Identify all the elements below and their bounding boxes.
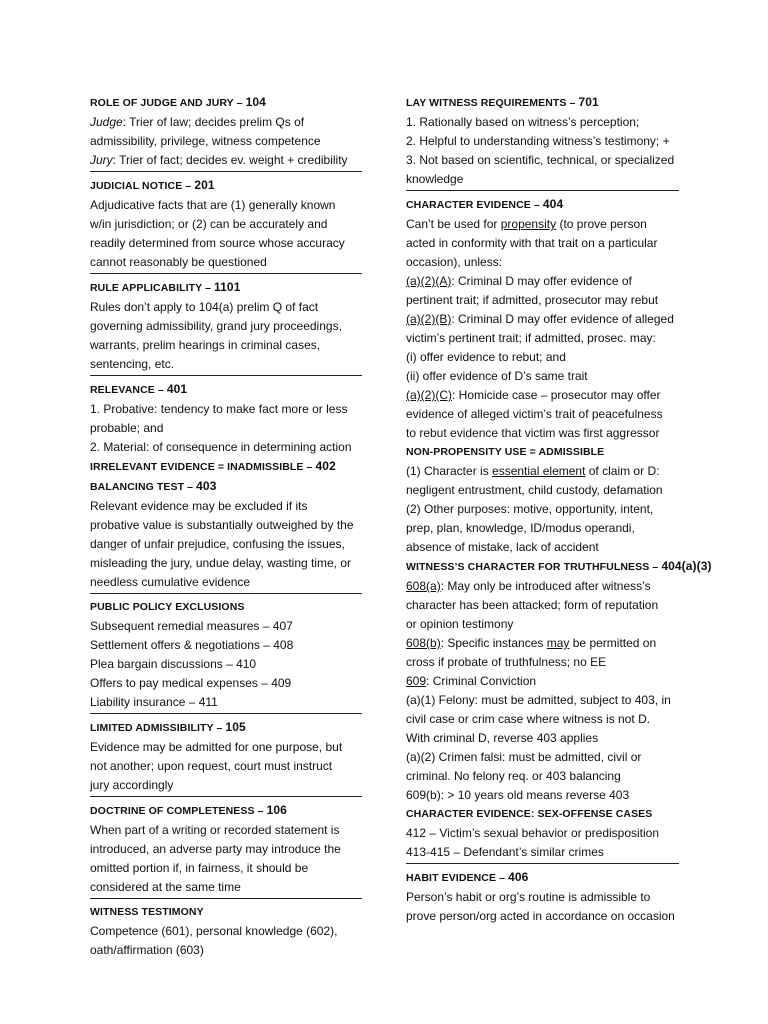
line-text: occasion), unless: xyxy=(406,255,503,269)
line-text: 1. Probative: tendency to make fact more or less xyxy=(90,402,348,416)
text-line xyxy=(90,438,362,457)
text-line xyxy=(90,151,362,170)
rule-number: 104 xyxy=(245,95,266,109)
right-column xyxy=(406,92,712,927)
line-text: 413-415 – Defendant’s similar crimes xyxy=(406,845,604,859)
text-line xyxy=(90,132,362,151)
section-heading xyxy=(406,195,679,215)
emphasis-term: may xyxy=(546,636,570,650)
text-line xyxy=(90,497,362,516)
text-line xyxy=(90,419,362,438)
emphasis-term: essential element xyxy=(492,464,586,478)
text-line xyxy=(90,674,362,693)
line-text: : Trier of law; decides prelim Qs of xyxy=(122,115,305,129)
emphasis-term: 608(b) xyxy=(406,636,441,650)
heading-title: IRRELEVANT EVIDENCE = INADMISSIBLE xyxy=(90,461,304,473)
outline-section xyxy=(90,379,362,594)
emphasis-term: (a)(2)(B) xyxy=(406,312,452,326)
line-text: Person’s habit or org’s routine is admissible to xyxy=(406,890,651,904)
line-text: : Criminal D may offer evidence of xyxy=(451,274,632,288)
text-line xyxy=(406,291,679,310)
text-line xyxy=(406,113,679,132)
heading-title: RULE APPLICABILITY xyxy=(90,282,203,294)
line-text: pertinent trait; if admitted, prosecutor may rebut xyxy=(406,293,659,307)
heading-title: HABIT EVIDENCE xyxy=(406,872,497,884)
line-text: When part of a writing or recorded statement is xyxy=(90,823,340,837)
line-text: (a)(2) Crimen falsi: must be admitted, civil or xyxy=(406,750,642,764)
text-line xyxy=(406,538,679,557)
heading-separator: – xyxy=(649,561,662,573)
outline-section xyxy=(90,277,362,376)
text-line xyxy=(406,888,679,907)
heading-separator: – xyxy=(530,199,543,211)
subsection-heading xyxy=(406,443,679,462)
line-text: 3. Not based on scientific, technical, or specialized xyxy=(406,153,675,167)
text-line xyxy=(406,500,679,519)
outline-section xyxy=(90,902,362,961)
line-text: 2. Helpful to understanding witness’s testimony; + xyxy=(406,134,670,148)
line-text: Evidence may be admitted for one purpose, but xyxy=(90,740,343,754)
rule-number: 402 xyxy=(315,459,336,473)
section-heading xyxy=(406,93,679,113)
line-text: knowledge xyxy=(406,172,464,186)
line-text: w/in jurisdiction; or (2) can be accurately and xyxy=(90,217,328,231)
text-line xyxy=(406,234,679,253)
line-text: Settlement offers & negotiations – 408 xyxy=(90,638,294,652)
heading-title: LIMITED ADMISSIBILITY xyxy=(90,722,214,734)
heading-title: RELEVANCE xyxy=(90,384,155,396)
text-line xyxy=(406,596,679,615)
text-line xyxy=(406,215,679,234)
heading-title: CHARACTER EVIDENCE xyxy=(406,199,531,211)
outline-section xyxy=(90,800,362,899)
line-text: Subsequent remedial measures – 407 xyxy=(90,619,293,633)
line-text: sentencing, etc. xyxy=(90,357,175,371)
subsection-heading xyxy=(406,557,712,577)
line-text: introduced, an adverse party may introduce the xyxy=(90,842,341,856)
text-line xyxy=(406,634,679,653)
left-column xyxy=(90,92,362,961)
text-line xyxy=(406,481,679,500)
text-line xyxy=(90,738,362,757)
line-text: Rules don’t apply to 104(a) prelim Q of fact xyxy=(90,300,319,314)
text-line xyxy=(90,821,362,840)
emphasis-term: propensity xyxy=(500,217,557,231)
heading-title: BALANCING TEST xyxy=(90,481,185,493)
text-line xyxy=(90,535,362,554)
line-text: : Trier of fact; decides ev. weight + credibility xyxy=(112,153,348,167)
heading-separator: – xyxy=(233,97,246,109)
line-text: misleading the jury, undue delay, wasting time, or xyxy=(90,556,352,570)
line-text: needless cumulative evidence xyxy=(90,575,251,589)
line-text: (ii) offer evidence of D’s same trait xyxy=(406,369,588,383)
line-text: 2. Material: of consequence in determining action xyxy=(90,440,352,454)
text-line xyxy=(406,748,679,767)
text-line xyxy=(90,234,362,253)
line-text: jury accordingly xyxy=(90,778,174,792)
emphasis-term: (a)(2)(A) xyxy=(406,274,452,288)
heading-separator: – xyxy=(202,282,215,294)
text-line xyxy=(90,693,362,712)
section-heading xyxy=(90,801,362,821)
heading-title: JUDICIAL NOTICE xyxy=(90,180,183,192)
text-line xyxy=(90,355,362,374)
text-line xyxy=(90,317,362,336)
text-line xyxy=(406,272,679,291)
line-text: cross if probate of truthfulness; no EE xyxy=(406,655,607,669)
line-text: considered at the same time xyxy=(90,880,241,894)
line-text: Relevant evidence may be excluded if its xyxy=(90,499,308,513)
text-line xyxy=(406,729,679,748)
line-text: to rebut evidence that victim was first aggressor xyxy=(406,426,660,440)
outline-section xyxy=(90,717,362,797)
heading-separator: – xyxy=(213,722,226,734)
line-text: (i) offer evidence to rebut; and xyxy=(406,350,566,364)
emphasis-term: Judge xyxy=(90,115,123,129)
text-line xyxy=(90,196,362,215)
line-text: of claim or D: xyxy=(585,464,660,478)
line-text: prep, plan, knowledge, ID/modus operandi, xyxy=(406,521,635,535)
text-line xyxy=(90,336,362,355)
line-text: victim’s pertinent trait; if admitted, prosec. may: xyxy=(406,331,656,345)
text-line xyxy=(90,113,362,132)
line-text: 1. Rationally based on witness’s perception; xyxy=(406,115,640,129)
text-line xyxy=(406,653,679,672)
text-line xyxy=(406,710,679,729)
line-text: probable; and xyxy=(90,421,164,435)
line-text: Can’t be used for xyxy=(406,217,501,231)
heading-separator: – xyxy=(496,872,509,884)
line-text: be permitted on xyxy=(569,636,657,650)
heading-title: ROLE OF JUDGE AND JURY xyxy=(90,97,234,109)
text-line xyxy=(90,655,362,674)
rule-number: 701 xyxy=(578,95,599,109)
text-line xyxy=(406,672,679,691)
rule-number: 105 xyxy=(225,720,246,734)
heading-separator: – xyxy=(184,481,197,493)
line-text: Liability insurance – 411 xyxy=(90,695,218,709)
emphasis-term: Jury xyxy=(90,153,113,167)
line-text: evidence of alleged victim’s trait of peacefulness xyxy=(406,407,663,421)
text-line xyxy=(90,400,362,419)
text-line xyxy=(90,636,362,655)
rule-number: 201 xyxy=(194,178,215,192)
line-text: oath/affirmation (603) xyxy=(90,943,204,957)
text-line xyxy=(90,215,362,234)
text-line xyxy=(406,691,679,710)
heading-title: NON-PROPENSITY USE = ADMISSIBLE xyxy=(406,446,605,458)
line-text: probative value is substantially outweighed by the xyxy=(90,518,354,532)
line-text: prove person/org acted in accordance on occasion xyxy=(406,909,675,923)
line-text: criminal. No felony req. or 403 balancing xyxy=(406,769,621,783)
line-text: : May only be introduced after witness’s xyxy=(440,579,651,593)
line-text: With criminal D, reverse 403 applies xyxy=(406,731,599,745)
text-line xyxy=(90,878,362,897)
outline-section xyxy=(406,867,679,927)
text-line xyxy=(90,617,362,636)
line-text: acted in conformity with that trait on a particular xyxy=(406,236,658,250)
line-text: not another; upon request, court must instruct xyxy=(90,759,333,773)
text-line xyxy=(406,386,679,405)
rule-number: 404 xyxy=(542,197,564,211)
text-line xyxy=(90,941,362,960)
line-text: (1) Character is xyxy=(406,464,493,478)
section-heading xyxy=(90,718,362,738)
outline-section xyxy=(90,92,362,172)
line-text: 412 – Victim’s sexual behavior or predisposition xyxy=(406,826,660,840)
text-line xyxy=(90,298,362,317)
heading-title: DOCTRINE OF COMPLETENESS xyxy=(90,805,255,817)
line-text: character has been attacked; form of reputation xyxy=(406,598,659,612)
text-line xyxy=(406,367,679,386)
text-line xyxy=(406,348,679,367)
line-text: absence of mistake, lack of accident xyxy=(406,540,599,554)
line-text: : Criminal D may offer evidence of alleged xyxy=(451,312,674,326)
text-line xyxy=(90,776,362,795)
line-text: : Homicide case – prosecutor may offer xyxy=(452,388,661,402)
outline-section xyxy=(406,92,679,191)
text-line xyxy=(90,253,362,272)
section-heading xyxy=(90,278,362,298)
rule-number: 106 xyxy=(266,803,287,817)
section-heading xyxy=(90,93,362,113)
text-line xyxy=(90,922,362,941)
line-text: 609(b): > 10 years old means reverse 403 xyxy=(406,788,630,802)
line-text: warrants, prelim hearings in criminal cases, xyxy=(90,338,321,352)
emphasis-term: 609 xyxy=(406,674,427,688)
text-line xyxy=(406,462,679,481)
subsection-heading xyxy=(90,477,362,497)
line-text: Plea bargain discussions – 410 xyxy=(90,657,257,671)
line-text: cannot reasonably be questioned xyxy=(90,255,267,269)
text-line xyxy=(406,577,679,596)
text-line xyxy=(90,554,362,573)
line-text: negligent entrustment, child custody, defamation xyxy=(406,483,663,497)
line-text: Adjudicative facts that are (1) generally known xyxy=(90,198,336,212)
section-heading xyxy=(90,176,362,196)
outline-section xyxy=(90,597,362,714)
heading-title: CHARACTER EVIDENCE: SEX-OFFENSE CASES xyxy=(406,808,653,820)
emphasis-term: (a)(2)(C) xyxy=(406,388,452,402)
text-line xyxy=(406,151,679,170)
line-text: danger of unfair prejudice, confusing the issues, xyxy=(90,537,345,551)
line-text: or opinion testimony xyxy=(406,617,514,631)
text-line xyxy=(406,424,679,443)
rule-number: 403 xyxy=(196,479,217,493)
text-line xyxy=(406,907,679,926)
text-line xyxy=(406,767,679,786)
line-text: : Criminal Conviction xyxy=(426,674,537,688)
text-line xyxy=(406,405,679,424)
text-line xyxy=(90,840,362,859)
rule-number: 404(a)(3) xyxy=(661,559,712,573)
section-heading xyxy=(90,598,362,617)
text-line xyxy=(90,757,362,776)
heading-separator: – xyxy=(254,805,267,817)
text-line xyxy=(406,615,679,634)
heading-separator: – xyxy=(566,97,579,109)
heading-separator: – xyxy=(182,180,195,192)
text-line xyxy=(90,516,362,535)
text-line xyxy=(406,310,679,329)
heading-separator: – xyxy=(303,461,316,473)
line-text: civil case or crim case where witness is not D. xyxy=(406,712,651,726)
heading-title: WITNESS’S CHARACTER FOR TRUTHFULNESS xyxy=(406,561,650,573)
outline-section xyxy=(406,194,712,864)
line-text: (2) Other purposes: motive, opportunity, intent, xyxy=(406,502,654,516)
line-text: : Specific instances xyxy=(440,636,547,650)
line-text: (to prove person xyxy=(556,217,647,231)
emphasis-term: 608(a) xyxy=(406,579,441,593)
text-line xyxy=(406,824,679,843)
line-text: governing admissibility, grand jury proceedings, xyxy=(90,319,342,333)
heading-title: PUBLIC POLICY EXCLUSIONS xyxy=(90,601,245,613)
text-line xyxy=(406,132,679,151)
heading-separator: – xyxy=(154,384,167,396)
line-text: Competence (601), personal knowledge (602), xyxy=(90,924,338,938)
text-line xyxy=(90,573,362,592)
section-heading xyxy=(406,868,679,888)
line-text: readily determined from source whose accuracy xyxy=(90,236,345,250)
rule-number: 401 xyxy=(166,382,188,396)
heading-title: LAY WITNESS REQUIREMENTS xyxy=(406,97,567,109)
text-line xyxy=(406,519,679,538)
text-line xyxy=(406,170,679,189)
heading-title: WITNESS TESTIMONY xyxy=(90,906,204,918)
text-line xyxy=(406,329,679,348)
subsection-heading xyxy=(406,805,679,824)
line-text: omitted portion if, in fairness, it should be xyxy=(90,861,309,875)
text-line xyxy=(406,843,679,862)
line-text: (a)(1) Felony: must be admitted, subject to 403, in xyxy=(406,693,671,707)
line-text: Offers to pay medical expenses – 409 xyxy=(90,676,292,690)
line-text: admissibility, privilege, witness competence xyxy=(90,134,321,148)
subsection-heading xyxy=(90,457,362,477)
outline-section xyxy=(90,175,362,274)
rule-number: 1101 xyxy=(214,280,241,294)
section-heading xyxy=(90,380,362,400)
text-line xyxy=(90,859,362,878)
rule-number: 406 xyxy=(508,870,529,884)
section-heading xyxy=(90,903,362,922)
text-line xyxy=(406,786,679,805)
text-line xyxy=(406,253,679,272)
